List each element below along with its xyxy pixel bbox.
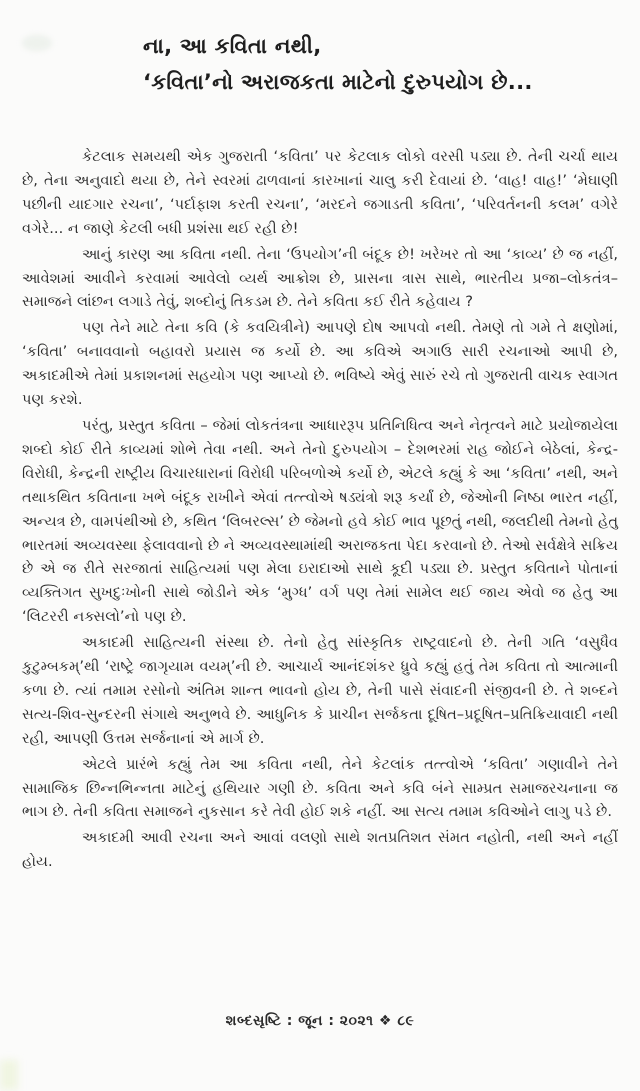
- paragraph: કેટલાક સમયથી એક ગુજરાતી ‘કવિતા’ પર કેટલાક લોકો વરસી પડ્યા છે. તેની ચર્ચા થાય છે, તેના અનુવાદો થયા છે, તેને સ્વરમાં ઢાળવાનાં કારખાનાં ચાલુ કરી દેવાયાં છે. ‘વાહ! વાહ!’ ‘મેઘાણી પછીની યાદગાર રચના’, ‘પર્દાફાશ કરતી રચના’, ‘મરદને જગાડતી કવિતા’, ‘પરિવર્તનની કલમ’ વગેરે વગેરે... ન જાણે કેટલી બધી પ્રશંસા થઈ રહી છે!: [22, 148, 618, 237]
- title-line-2: ‘કવિતા’નો અરાજકતા માટેનો દુરુપયોગ છે...: [143, 70, 533, 94]
- paragraph: આનું કારણ આ કવિતા નથી. તેના ‘ઉપયોગ’ની બંદૂક છે! ખરેખર તો આ ‘કાવ્ય’ છે જ નહીં, આવેશમાં આવીને કરવામાં આવેલો વ્યર્થ આક્રોશ છે, પ્રાસના ત્રાસ સાથે, ભારતીય પ્રજા–લોકતંત્ર–સમાજને લાંછન લગાડે તેવું, શબ્દોનું તિકડમ છે. તેને કવિતા કઈ રીતે કહેવાય ?: [22, 245, 618, 311]
- paragraph: અકાદમી સાહિત્યની સંસ્થા છે. તેનો હેતુ સાંસ્કૃતિક રાષ્ટ્રવાદનો છે. તેની ગતિ ‘વસુધૈવ કુટુમ્બકમ્’થી ‘રાષ્ટ્રે જાગૃયામ વયમ્’ની છે. આચાર્ય આનંદશંકર ધ્રુવે કહ્યું હતું તેમ કવિતા તો આત્માની કળા છે. ત્યાં તમામ રસોનો અંતિમ શાન્ત ભાવનો હોય છે, તેની પાસે સંવાદની સંજીવની છે. તે શબ્દને સત્ય-શિવ-સુન્દરની સંગાથે અનુભવે છે. આધુનિક કે પ્રાચીન સર્જકતા દૂષિત–પ્રદૂષિત–પ્રતિક્રિયાવાદી નથી રહી, આપણી ઉત્તમ સર્જનાનાં એ માર્ગ છે.: [22, 634, 618, 747]
- paragraph: પણ તેને માટે તેના કવિ (કે કવયિત્રીને) આપણે દોષ આપવો નથી. તેમણે તો ગમે તે ક્ષણોમાં, ‘કવિતા’ બનાવવાનો બહાવરો પ્રયાસ જ કર્યો છે. આ કવિએ અગાઉ સારી રચનાઓ આપી છે, અકાદમીએ તેમાં પ્રકાશનમાં સહયોગ પણ આપ્યો છે. ભવિષ્યે એવું સારું રચે તો ગુજરાતી વાચક સ્વાગત પણ કરશે.: [22, 319, 618, 409]
- paper-smudge: [0, 1060, 18, 1090]
- article-body: [22, 145, 618, 876]
- paragraph: અકાદમી આવી રચના અને આવાં વલણો સાથે શતપ્રતિશત સંમત નહોતી, નથી અને નહીં હોય.: [22, 829, 618, 871]
- page-footer-citation: શબ્દસૃષ્ટિ : જૂન : ૨૦૨૧ ❖ ૮૯: [225, 1013, 415, 1029]
- title-line-1: ના, આ કવિતા નથી,: [143, 34, 322, 58]
- article-title: [143, 28, 603, 100]
- paragraph: પરંતુ, પ્રસ્તુત કવિતા – જેમાં લોકતંત્રના આધારરૂપ પ્રતિનિધિત્વ અને નેતૃત્વને માટે પ્રયોજાયેલા શબ્દો કોઈ રીતે કાવ્યમાં શોભે તેવા નથી. અને તેનો દુરુપયોગ – દેશભરમાં રાહ જોઈને બેઠેલાં, કેન્દ્ર-વિરોધી, કેન્દ્રની રાષ્ટ્રીય વિચારધારાનાં વિરોધી પરિબળોએ કર્યો છે, એટલે કહ્યું કે આ ‘કવિતા’ નથી, અને તથાકથિત કવિતાના ખભે બંદૂક રાખીને એવાં તત્ત્વોએ ષડ્યંત્રો શરૂ કર્યાં છે, જેઓની નિષ્ઠા ભારત નહીં, અન્યત્ર છે, વામપંથીઓ છે, કથિત ‘લિબરલ્સ’ છે જેમનો હવે કોઈ ભાવ પૂછતું નથી, જલદીથી તેમનો હેતુ ભારતમાં અવ્યવસ્થા ફેલાવવાનો છે ને અવ્યવસ્થામાંથી અરાજકતા પેદા કરવાનો છે. તેઓ સર્વક્ષેત્રે સક્રિય છે એ જ રીતે સરજાતાં સાહિત્યમાં પણ મેલા ઇરાદાઓ સાથે કૂદી પડ્યા છે. પ્રસ્તુત કવિતાને પોતાનાં વ્યક્તિગત સુખદુઃખોની સાથે જોડીને એક ‘મુગ્ધ’ વર્ગ પણ તેમાં સામેલ થઈ જાય એવો જ હેતુ આ ‘લિટરરી નક્સલો’નો પણ છે.: [22, 416, 618, 626]
- paragraph: એટલે પ્રારંભે કહ્યું તેમ આ કવિતા નથી, તેને કેટલાંક તત્ત્વોએ ‘કવિતા’ ગણાવીને તેને સામાજિક છિન્નભિન્નતા માટેનું હથિયાર ગણી છે. કવિતા અને કવિ બંને સામ્પ્રત સમાજરચનાના જ ભાગ છે. તેની કવિતા સમાજને નુકસાન કરે તેવી હોઈ શકે નહીં. આ સત્ય તમામ કવિઓને લાગુ પડે છે.: [22, 755, 618, 821]
- paper-smudge: [22, 35, 52, 51]
